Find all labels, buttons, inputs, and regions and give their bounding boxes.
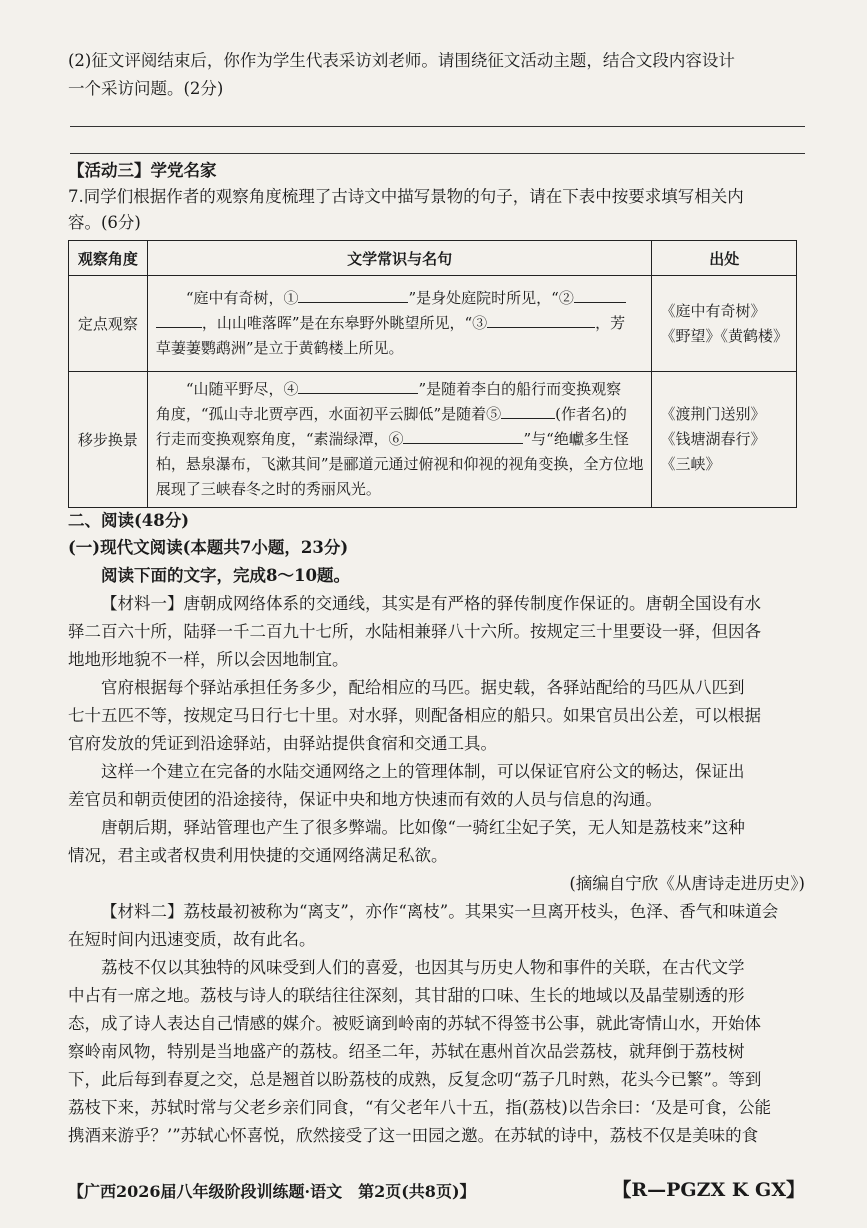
m2-p2-l7: 携酒来游乎？’”苏轼心怀喜悦，欣然接受了这一田园之邀。在苏轼的诗中，荔枝不仅是美味的食 xyxy=(68,1126,759,1145)
m2-p2-l2: 中占有一席之地。荔枝与诗人的联结往往深刻，其甘甜的口味、生长的地域以及晶莹剔透的形 xyxy=(68,986,745,1005)
m1-p2-l2: 七十五匹不等，按规定马日行七十里。对水驿，则配备相应的船只。如果官员出公差，可以根据 xyxy=(68,706,761,725)
m2-p2-l4: 察岭南风物，特别是当地盛产的荔枝。绍圣二年，苏轼在惠州首次品尝荔枝，就拜倒于荔枝树 xyxy=(68,1042,745,1061)
table-row xyxy=(69,276,797,372)
q7-line1: 7.同学们根据作者的观察角度梳理了古诗文中描写景物的句子，请在下表中按要求填写相关内 xyxy=(68,187,744,206)
header-content: 文学常识与名句 xyxy=(147,241,652,276)
row1-text-c: ，山山唯落晖”是在东皋野外眺望所见，“③ xyxy=(201,314,488,332)
row2-angle: 移步换景 xyxy=(69,372,148,508)
blank-2a[interactable] xyxy=(574,302,626,303)
m1-source: (摘编自宁欣《从唐诗走进历史》) xyxy=(569,874,805,893)
table-row xyxy=(69,372,797,508)
q6-2-line1: (2)征文评阅结束后，你作为学生代表采访刘老师。请围绕征文活动主题，结合文段内容设计 xyxy=(68,51,735,70)
page-footer xyxy=(68,1175,805,1205)
row2-text-a: “山随平野尽，④ xyxy=(185,380,299,398)
answer-line-2[interactable] xyxy=(70,153,805,154)
q7-line2: 容。(6分) xyxy=(68,213,141,232)
row1-text-d: ，芳 xyxy=(595,314,626,332)
row2-source-3: 《三峡》 xyxy=(660,455,721,473)
row1-text-b: ”是身处庭院时所见，“② xyxy=(408,289,574,307)
row2-text-h: 展现了三峡春冬之时的秀丽风光。 xyxy=(155,480,381,498)
row1-angle: 定点观察 xyxy=(69,276,148,372)
answer-line-1[interactable] xyxy=(70,126,805,127)
table-header-row xyxy=(69,241,797,276)
row2-text-c: 角度，“孤山寺北贾亭西，水面初平云脚低”是随着⑤ xyxy=(155,405,502,423)
scenery-table xyxy=(68,240,797,508)
row2-text-b: ”是随着李白的船行而变换观察 xyxy=(418,380,622,398)
row1-source xyxy=(652,276,797,372)
m1-p3-l1: 这样一个建立在完备的水陆交通网络之上的管理体制，可以保证官府公文的畅达，保证出 xyxy=(101,762,745,781)
section2-title: 二、阅读(48分) xyxy=(68,511,190,530)
m1-p1-l2: 驿二百六十所，陆驿一千二百九十七所，水陆相兼驿八十六所。按规定三十里要设一驿，但因各 xyxy=(68,622,761,641)
row2-source-1: 《渡荆门送别》 xyxy=(660,405,766,423)
m2-p2-l6: 荔枝下来，苏轼时常与父老乡亲们同食，“有父老年八十五，指(荔枝)以告余曰：‘及是可食，公能 xyxy=(68,1098,772,1117)
header-angle: 观察角度 xyxy=(69,241,148,276)
blank-5[interactable] xyxy=(501,418,555,419)
m1-p4-l1: 唐朝后期，驿站管理也产生了很多弊端。比如像“一骑红尘妃子笑，无人知是荔枝来”这种 xyxy=(101,818,745,837)
m1-p4-l2: 情况，君主或者权贵利用快捷的交通网络满足私欲。 xyxy=(68,846,448,865)
row1-content xyxy=(147,276,652,372)
m1-p1-l1: 【材料一】唐朝成网络体系的交通线，其实是有严格的驿传制度作保证的。唐朝全国设有水 xyxy=(101,594,761,613)
row2-text-f: ”与“绝巘多生怪 xyxy=(523,430,629,448)
row1-text-e: 草萋萋鹦鹉洲”是立于黄鹤楼上所见。 xyxy=(155,339,404,357)
m2-p1-l1: 【材料二】荔枝最初被称为“离支”，亦作“离枝”。其果实一旦离开枝头，色泽、香气和味道会 xyxy=(101,902,779,921)
blank-1[interactable] xyxy=(298,302,408,303)
blank-6[interactable] xyxy=(403,443,523,444)
q6-2-line2: 一个采访问题。(2分) xyxy=(68,79,224,98)
instruction: 阅读下面的文字，完成8～10题。 xyxy=(101,566,350,585)
row2-text-d: (作者名)的 xyxy=(555,405,627,423)
m1-p2-l1: 官府根据每个驿站承担任务多少，配给相应的马匹。据史载，各驿站配给的马匹从八匹到 xyxy=(101,678,745,697)
row2-text-g: 柏，悬泉瀑布，飞漱其间”是郦道元通过俯视和仰视的视角变换，全方位地 xyxy=(155,455,644,473)
section2-sub1: (一)现代文阅读(本题共7小题，23分) xyxy=(68,538,349,557)
m2-p2-l3: 态，成了诗人表达自己情感的媒介。被贬谪到岭南的苏轼不得签书公事，就此寄情山水，开始体 xyxy=(68,1014,761,1033)
m1-p2-l3: 官府发放的凭证到沿途驿站，由驿站提供食宿和交通工具。 xyxy=(68,734,497,753)
activity3-title: 【活动三】学党名家 xyxy=(68,161,217,180)
row2-content xyxy=(147,372,652,508)
row2-source xyxy=(652,372,797,508)
header-source: 出处 xyxy=(652,241,797,276)
blank-4[interactable] xyxy=(298,393,418,394)
row1-source-2: 《野望》《黄鹤楼》 xyxy=(660,326,788,345)
row1-source-1: 《庭中有奇树》 xyxy=(660,301,766,320)
blank-2b[interactable] xyxy=(156,327,202,328)
row2-text-e: 行走而变换观察角度，“素湍绿潭，⑥ xyxy=(155,430,404,448)
m1-p1-l3: 地地形地貌不一样，所以会因地制宜。 xyxy=(68,650,349,669)
m1-p3-l2: 差官员和朝贡使团的沿途接待，保证中央和地方快速而有效的人员与信息的沟通。 xyxy=(68,790,662,809)
footer-code: 【R—PGZX K GX】 xyxy=(612,1179,805,1201)
footer-left: 【广西2026届八年级阶段训练题·语文 第2页(共8页)】 xyxy=(68,1182,476,1201)
row2-source-2: 《钱塘湖春行》 xyxy=(660,430,766,448)
m2-p2-l5: 下，此后每到春夏之交，总是翘首以盼荔枝的成熟，反复念叨“荔子几时熟，花头今已繁”。等到 xyxy=(68,1070,762,1089)
blank-3[interactable] xyxy=(487,327,595,328)
row1-text-a: “庭中有奇树，① xyxy=(185,289,299,307)
m2-p2-l1: 荔枝不仅以其独特的风味受到人们的喜爱，也因其与历史人物和事件的关联，在古代文学 xyxy=(101,958,745,977)
m2-p1-l2: 在短时间内迅速变质，故有此名。 xyxy=(68,930,316,949)
